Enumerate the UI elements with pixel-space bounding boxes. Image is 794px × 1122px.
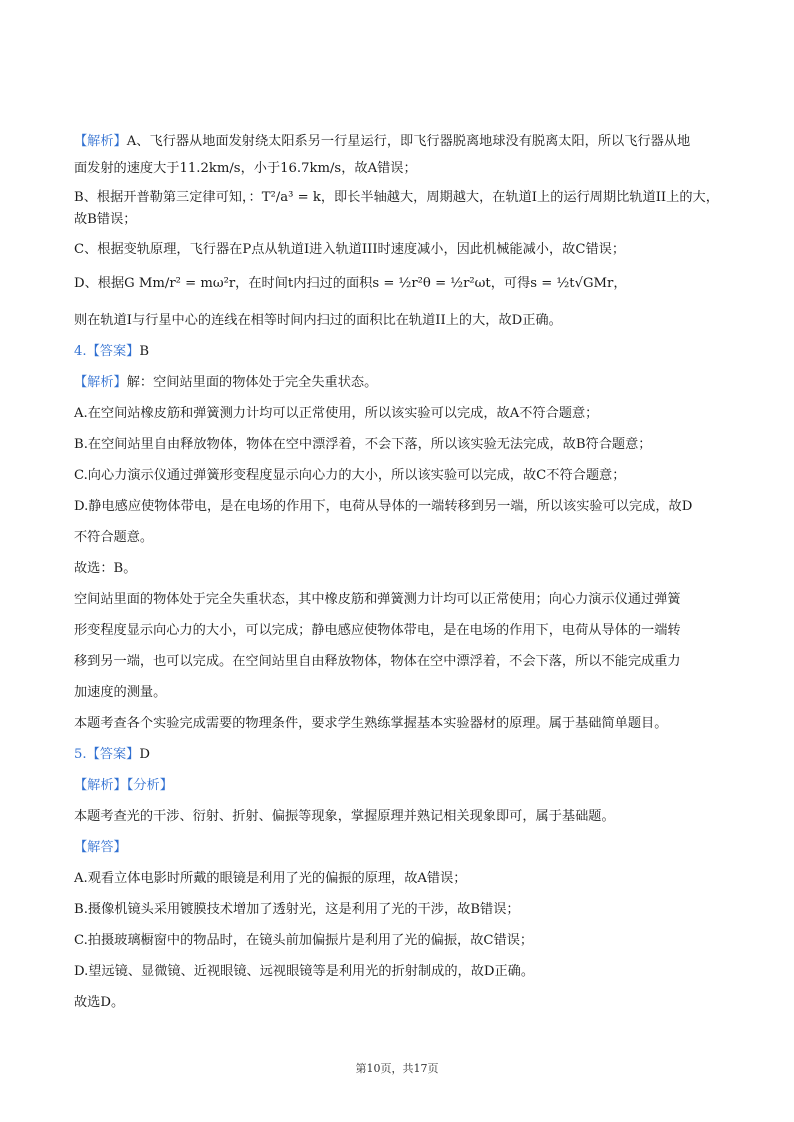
- page-footer: 第10页，共17页: [355, 1062, 439, 1075]
- line-25: A.观看立体电影时所戴的眼镜是利用了光的偏振的原理，故A错误；: [74, 871, 467, 886]
- analysis-tag: 【解析】: [74, 375, 127, 390]
- line-18: 移到另一端，也可以完成。在空间站里自由释放物体，物体在空中漂浮着，不会下落，所以不能完成重力: [74, 654, 681, 669]
- analysis-tag: 【解析】: [74, 134, 127, 149]
- solution-tag: 【解答】: [74, 840, 127, 855]
- line-9: 【解析】解：空间站里面的物体处于完全失重状态。: [74, 375, 378, 390]
- line-1: 【解析】A、飞行器从地面发射绕太阳系另一行星运行，即飞行器脱离地球没有脱离太阳，所以飞行器从地: [74, 134, 691, 149]
- line-19: 加速度的测量。: [74, 685, 167, 700]
- line-22: [74, 776, 726, 796]
- line-7: 则在轨道I与行星中心的连线在相等时间内扫过的面积比在轨道II上的大，故D正确。: [74, 313, 562, 328]
- line-26: B.摄像机镜头采用镀膜技术增加了透射光，这是利用了光的干涉，故B错误；: [74, 902, 520, 917]
- line-17: 形变程度显示向心力的大小，可以完成；静电感应使物体带电，是在电场的作用下，电荷从导体的一端转: [74, 623, 681, 638]
- line-5: C、根据变轨原理，飞行器在P点从轨道I进入轨道III时速度减小，因此机械能减小，故C错误；: [74, 242, 626, 257]
- line-28: D.望远镜、显微镜、近视眼镜、远视眼镜等是利用光的折射制成的，故D正确。: [74, 964, 535, 979]
- line-27: C.拍摄玻璃橱窗中的物品时，在镜头前加偏振片是利用了光的偏振，故C错误；: [74, 933, 534, 948]
- line-29: 故选D。: [74, 995, 125, 1010]
- line-12: C.向心力演示仪通过弹簧形变程度显示向心力的大小，所以该实验可以完成，故C不符合题意；: [74, 468, 626, 483]
- line-20: 本题考查各个实验完成需要的物理条件，要求学生熟练掌握基本实验器材的原理。属于基础简单题目。: [74, 716, 668, 731]
- line-14: 不符合题意。: [74, 530, 154, 545]
- line-6: D、根据G Mm/r² = mω²r，在时间t内扫过的面积s = ½r²θ = ½r²ωt，可得s = ½t√GMr，: [74, 276, 627, 291]
- line-23: 本题考查光的干涉、衍射、折射、偏振等现象，掌握原理并熟记相关现象即可，属于基础题。: [74, 809, 615, 824]
- line-4: 故B错误；: [74, 212, 137, 227]
- answer-tag: 4.【答案】: [74, 344, 140, 359]
- line-15: 故选：B。: [74, 561, 137, 576]
- analysis-tag: 【解析】【分析】: [74, 778, 173, 793]
- line-16: 空间站里面的物体处于完全失重状态，其中橡皮筋和弹簧测力计均可以正常使用；向心力演示仪通过弹簧: [74, 592, 681, 607]
- line-8: 4.【答案】B: [74, 344, 150, 359]
- line-21: 5.【答案】D: [74, 747, 150, 762]
- line-2: 面发射的速度大于11.2km/s，小于16.7km/s，故A错误；: [74, 161, 417, 176]
- line-24: [74, 838, 726, 858]
- answer-tag: 5.【答案】: [74, 747, 140, 762]
- line-11: B.在空间站里自由释放物体，物体在空中漂浮着，不会下落，所以该实验无法完成，故B符合题意；: [74, 437, 652, 452]
- line-13: D.静电感应使物体带电，是在电场的作用下，电荷从导体的一端转移到另一端，所以该实验可以完成，故D: [74, 499, 693, 514]
- line-10: A.在空间站橡皮筋和弹簧测力计均可以正常使用，所以该实验可以完成，故A不符合题意；: [74, 406, 599, 421]
- line-3: B、根据开普勒第三定律可知，：T²/a³ = k，即长半轴越大，周期越大，在轨道I上的运行周期比轨道II上的大，: [74, 190, 719, 205]
